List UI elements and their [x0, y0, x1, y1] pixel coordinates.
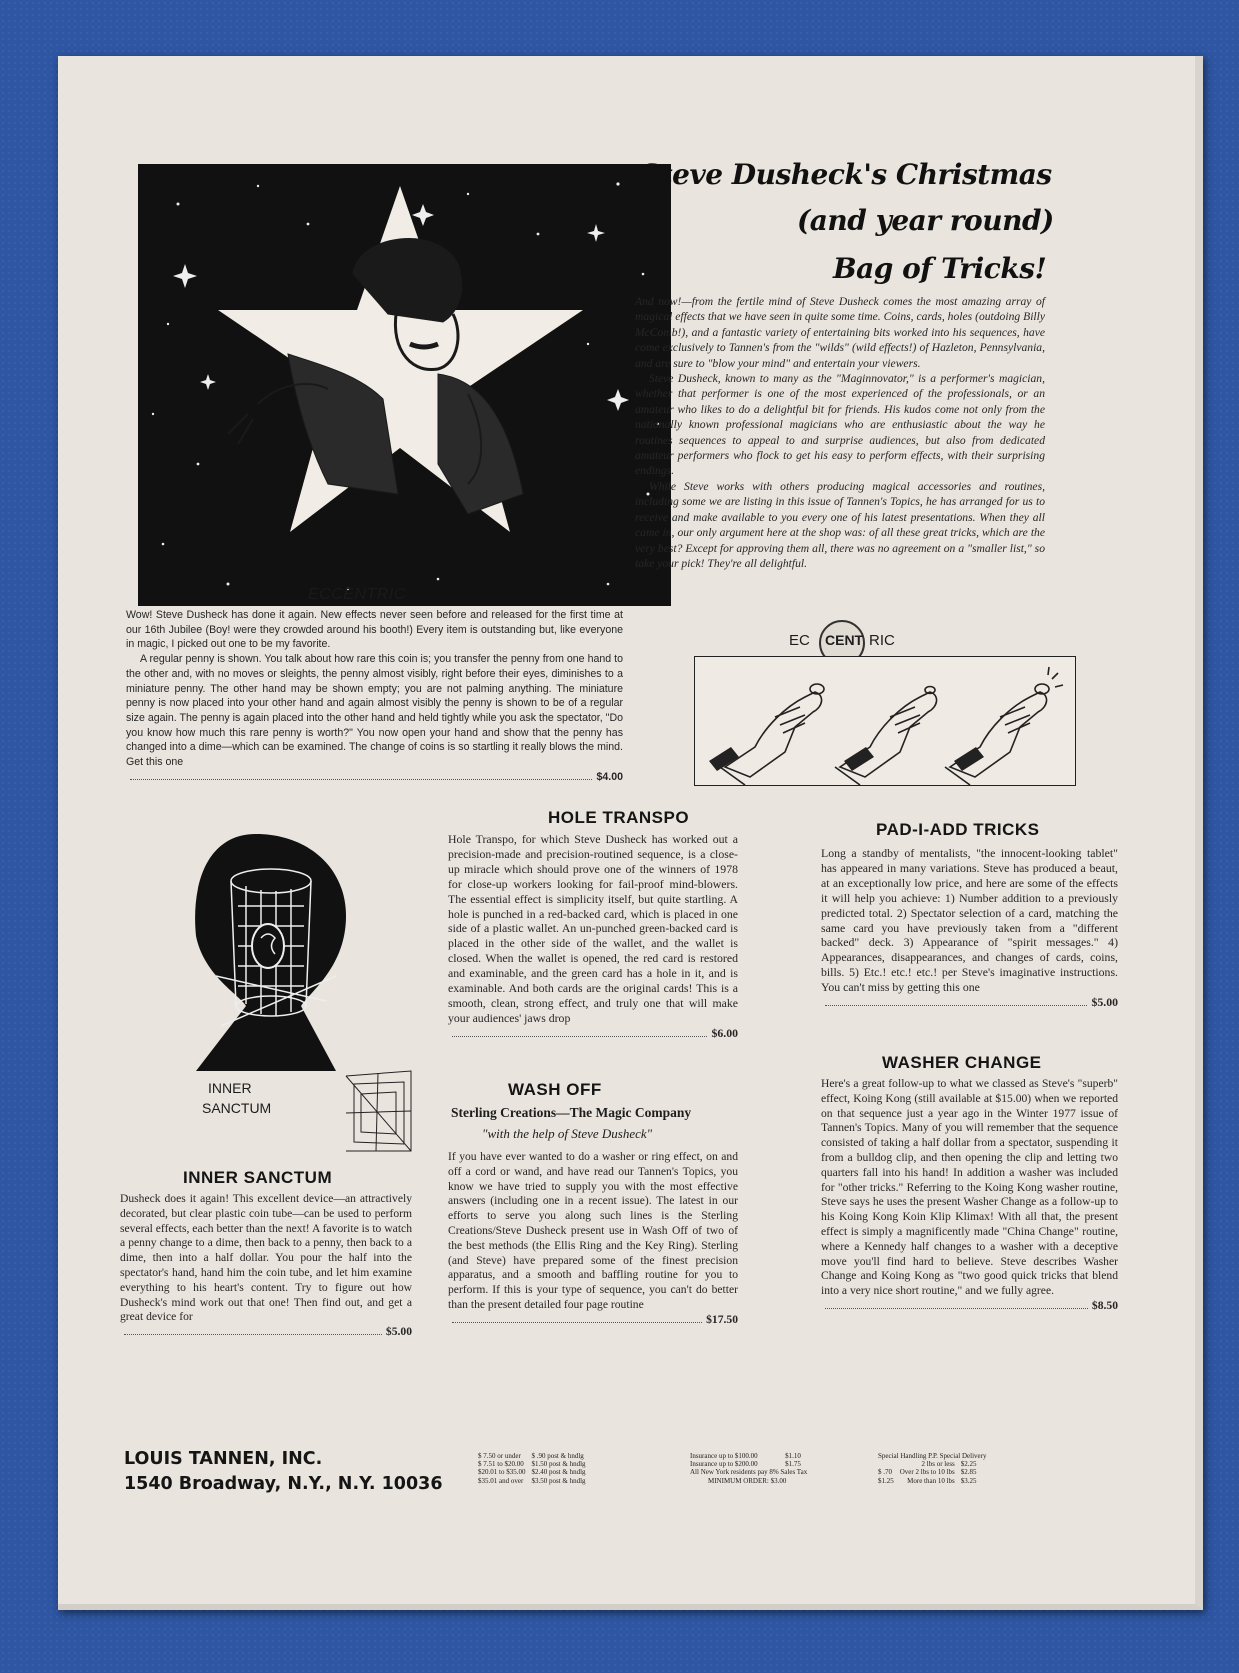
tax-note: All New York residents pay 8% Sales Tax: [690, 1468, 808, 1477]
company-name: LOUIS TANNEN, INC.: [124, 1449, 323, 1469]
wash-off-subtitle: Sterling Creations—The Magic Company: [451, 1105, 692, 1120]
inner-sanctum-text-block: [120, 1192, 412, 1340]
illustration-label-inner: INNER: [208, 1080, 252, 1096]
postage-range: $35.01 and over: [478, 1476, 524, 1485]
inner-sanctum-illustration: [186, 826, 416, 1156]
wash-off-price-row: [448, 1313, 738, 1328]
eccentric-paragraph: A regular penny is shown. You talk about how rare this coin is; you transfer the penny from one hand to the other and, with no moves or sleights, the penny almost visibly, right before their eyes, diminishes to a miniature penny. The other hand may be shown empty; you are not palming anything. The miniature penny is now placed into your other hand and again almost visibly the penny is shown to be of a regular size again. The penny is again placed into the other hand and held tightly while you ask the spectator, "Do you know how much this rare penny is worth?" You now open your hand and show that the penny has changed into a dime—which can be examined. The change of coins is so startling it really blows the mind. Get this one: [126, 653, 623, 769]
insurance-label: Insurance up to $100.00: [690, 1452, 758, 1460]
intro-paragraph: While Steve works with others producing magical accessories and routines, including some we are listing in this issue of Tannen's Topics, he has arranged for us to receive and make available to you every one of his latest presentations. When they all came in, our only argument here at the shop was: of all these great tricks, which are the very best? Except for approving them all, there was no agreement on a "smaller list," so take your pick! They're all delightful.: [635, 479, 1045, 570]
washer-change-text-block: [821, 1077, 1118, 1314]
special-delivery-weight: 2 lbs or less: [921, 1460, 955, 1469]
special-delivery-fee: $2.25: [960, 1460, 977, 1469]
price-leader: [825, 1005, 1087, 1006]
hole-transpo-text-block: [448, 832, 738, 1041]
intro-paragraph: And now!—from the fertile mind of Steve Dusheck comes the most amazing array of magical effects that we have seen in quite some time. Coins, cards, holes (outdoing Billy McComb!), and a fantastic variety of entertaining bits worked into his sequences, have come exclusively to Tannen's from the "wilds" (wild effects!) of Hazleton, Pennsylvania, and are sure to "blow your mind" and entertain your viewers.: [635, 295, 1045, 370]
eccentric-title: ECCENTRIC: [308, 586, 406, 603]
eccentric-price-line: [126, 652, 623, 770]
eccentric-price: $4.00: [596, 770, 623, 783]
insurance-table: [690, 1452, 813, 1485]
price-leader: [130, 779, 592, 780]
special-handling-table: [878, 1452, 986, 1485]
special-handling-fee: [878, 1460, 900, 1468]
special-handling-title: Special Handling P.P. Special Delivery: [878, 1452, 987, 1460]
hole-transpo-price-row: [448, 1026, 738, 1041]
postage-table: [478, 1452, 592, 1485]
eccentric-paragraph: Wow! Steve Dusheck has done it again. New effects never seen before and released for the first time at our 16th Jubilee (Boy! were they crowded around his booth!) Every item is outstanding but, like everyone in magic, I picked out one to be my favorite.: [126, 609, 623, 651]
intro-text: [635, 294, 1045, 571]
wash-off-text-block: [448, 1150, 738, 1328]
wash-off-credit: "with the help of Steve Dusheck": [482, 1126, 653, 1141]
special-delivery-fee: $3.25: [960, 1476, 977, 1485]
illustration-label-sanctum: SANCTUM: [202, 1100, 272, 1116]
special-delivery-fee: $2.85: [960, 1468, 977, 1477]
magician-star-illustration: [138, 164, 671, 606]
eccentric-logo-right: RIC: [869, 632, 895, 649]
postage-range: $ 7.50 or under: [478, 1452, 521, 1460]
special-delivery-weight: More than 10 lbs: [907, 1476, 955, 1485]
insurance-fee: $1.75: [785, 1460, 801, 1469]
inner-sanctum-price: $5.00: [385, 1325, 412, 1339]
catalog-page: [58, 56, 1203, 1610]
eccentric-text: [126, 608, 623, 784]
postage-fee: $1.50 post & hndlg: [531, 1460, 586, 1469]
pad-i-add-price: $5.00: [1091, 995, 1118, 1010]
hands-illustration: [694, 656, 1076, 786]
postage-range: $20.01 to $35.00: [478, 1468, 526, 1477]
pad-i-add-text: Long a standby of mentalists, "the innocent-looking tablet" has appeared in many variations. Steve has produced a beaut, at an exceptionally low price, and here are some of the effects it will help you achieve: 1) Number addition to a previously predicted total. 2) Spectator selection of a card, matching the same card you have previously taken from a "different backed" deck. 3) Appearance of "spirit messages." 4) Appearances, disappearances, and changes of cards, coins, bills. 5) Etc.! etc.! etc.! per Steve's imaginative instructions. You can't miss by getting this one: [821, 846, 1118, 995]
headline-line-1: Steve Dusheck's Christmas: [640, 158, 1052, 191]
eccentric-logo-mid: CENT: [825, 632, 864, 648]
wash-off-title: WASH OFF: [508, 1080, 602, 1099]
eccentric-price-row: [126, 770, 623, 785]
minimum-order: MINIMUM ORDER: $3.00: [708, 1476, 787, 1485]
postage-range: $ 7.51 to $20.00: [478, 1460, 524, 1469]
eccentric-logo-left: EC: [789, 632, 810, 649]
price-leader: [452, 1322, 702, 1323]
price-leader: [124, 1334, 382, 1335]
washer-change-price-row: [821, 1299, 1118, 1314]
inner-sanctum-price-row: [120, 1325, 412, 1340]
wash-off-text: If you have ever wanted to do a washer or ring effect, on and off a cord or wand, and have read our Tannen's Topics, you know we have tried to supply you with the most effective answers (including one in a recent issue). The latest in our efforts to serve you along such lines is the Sterling Creations/Steve Dusheck present use in Wash Off of two of the best methods (the Ellis Ring and the Key Ring). Sterling (and Steve) have prepared some of the finest precision apparatus, and a smooth and baffling routine for you to perform. If this is your type of sequence, you can't do better than the present detailed four page routine: [448, 1150, 738, 1311]
price-leader: [825, 1308, 1088, 1309]
washer-change-title: WASHER CHANGE: [882, 1053, 1042, 1072]
inner-sanctum-title: INNER SANCTUM: [183, 1168, 333, 1187]
wash-off-price: $17.50: [706, 1312, 738, 1326]
postage-fee: $2.40 post & hndlg: [531, 1468, 586, 1477]
pad-i-add-text-block: [821, 846, 1118, 1010]
pad-i-add-price-row: [821, 995, 1118, 1010]
headline-line-2: (and year round): [797, 204, 1054, 237]
hole-transpo-text: Hole Transpo, for which Steve Dusheck has worked out a precision-made and precision-routined sequence, is a close-up miracle which should prove one of the winners of 1978 for close-up workers looking for fail-proof mind-blowers. The essential effect is simplicity itself, but quite startling. A hole is punched in a red-backed card, which is placed in one side of a plastic wallet. An un-punched green-backed card is placed in the other side of the wallet, and the wallet is closed. When the wallet is opened, the red card is restored and examinable, and the green card has a hole in it, and is examinable. And both cards are the original cards! This is a smooth, clean, strong effect, and truly one that will make your audiences' jaws drop: [448, 832, 738, 1025]
hole-transpo-price: $6.00: [711, 1025, 738, 1040]
insurance-fee: $1.10: [785, 1452, 801, 1460]
washer-change-text: Here's a great follow-up to what we classed as Steve's "superb" effect, Koing Kong (still available at $15.00) when we reported on that sequence just a year ago in the Winter 1977 issue of Tannen's Topics. Many of you will remember that the sequence consisted of taking a half dollar from a spectator, suspending it from a bulldog clip, and then opening the clip and letting two quarters fall into his hand! In addition a washer was included for "other tricks." Referring to the Koing Kong washer routine, Steve says he uses the present Washer Change as a follow-up to his Koing Kong Koin Klip Klimax! With all that, the present effect is simply a magnificently made "China Change" routine, where a Kennedy half changes to a washer with a deceptive move you'll find hard to believe. Steve describes Washer Change and Koing Kong as "two good quick tricks that blend into a very nice short routine," and we fully agree.: [821, 1077, 1118, 1298]
eccentric-logo: [789, 626, 919, 654]
washer-change-price: $8.50: [1091, 1298, 1118, 1312]
insurance-label: Insurance up to $200.00: [690, 1460, 758, 1469]
postage-fee: $3.50 post & hndlg: [531, 1476, 586, 1485]
hole-transpo-title: HOLE TRANSPO: [548, 808, 690, 827]
company-address: 1540 Broadway, N.Y., N.Y. 10036: [124, 1474, 443, 1494]
special-delivery-weight: Over 2 lbs to 10 lbs: [899, 1468, 955, 1477]
intro-paragraph: Steve Dusheck, known to many as the "Maginnovator," is a performer's magician, whether that performer is one of the most experienced of the professionals, or an amateur who likes to do a delightful bit for friends. His kudos come not only from the nationally known professional magicians who are enthusiastic about the way he routines sequences to appeal to and surprise audiences, but also from dedicated amateur performers who flock to get his easy to perform effects, with their surprising endings.: [635, 372, 1045, 478]
special-handling-fee: $1.25: [878, 1476, 894, 1485]
inner-sanctum-text: Dusheck does it again! This excellent device—an attractively decorated, but clear plastic coin tube—can be used to perform several effects, each better than the next! A favorite is to watch a penny change to a dime, then back to a penny, then back to a dime, then into a half dollar. You pour the half into the spectator's hand, hand him the coin tube, and let him examine everything to his heart's content. Try to figure out how Dusheck's mind work out that one! Then find out, and get a great device for: [120, 1192, 412, 1324]
special-handling-fee: $ .70: [878, 1468, 892, 1477]
headline-line-3: Bag of Tricks!: [833, 252, 1047, 285]
pad-i-add-title: PAD-I-ADD TRICKS: [876, 820, 1040, 839]
postage-fee: $ .90 post & hndlg: [531, 1452, 584, 1460]
price-leader: [452, 1036, 707, 1037]
